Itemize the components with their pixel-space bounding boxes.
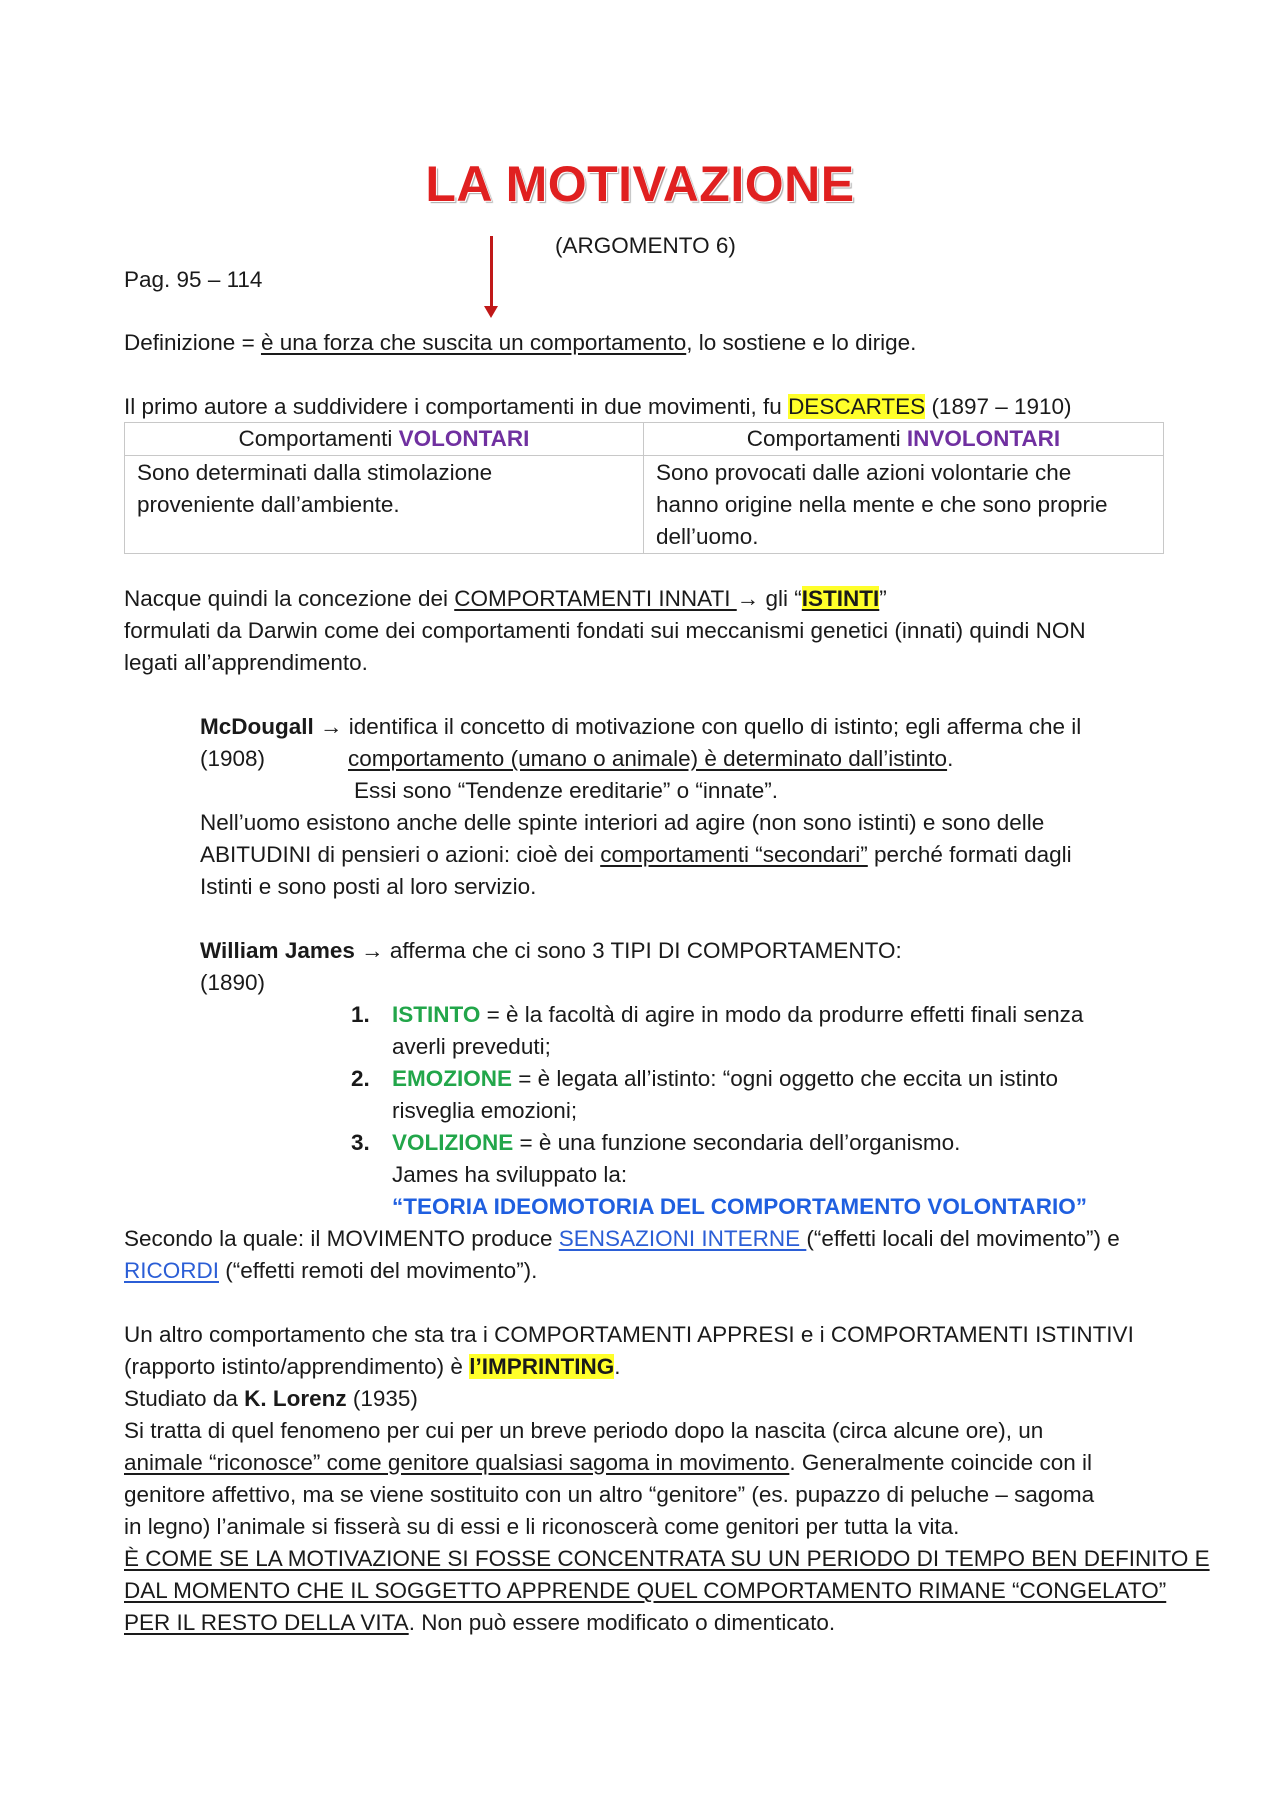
- list-number: 2.: [351, 1066, 370, 1091]
- behaviour-table: [124, 422, 1164, 554]
- theory-title: “TEORIA IDEOMOTORIA DEL COMPORTAMENTO VOLONTARIO”: [392, 1194, 1088, 1219]
- imprinting-line-6: genitore affettivo, ma se viene sostituito con un altro “genitore” (es. pupazzo di peluche – sagoma: [124, 1482, 1095, 1507]
- table-header-volontari: Comportamenti VOLONTARI: [125, 423, 644, 456]
- imprinting-line-10: PER IL RESTO DELLA VITA. Non può essere modificato o dimenticato.: [124, 1610, 836, 1635]
- innati-line-3: legati all’apprendimento.: [124, 650, 368, 675]
- imprinting-line-9: DAL MOMENTO CHE IL SOGGETTO APPRENDE QUEL COMPORTAMENTO RIMANE “CONGELATO”: [124, 1578, 1167, 1603]
- mcdougall-line-1: McDougall → identifica il concetto di motivazione con quello di istinto; egli afferma che il: [200, 714, 1082, 739]
- table-header-involontari: Comportamenti INVOLONTARI: [644, 423, 1164, 456]
- list-item-emozione: EMOZIONE = è legata all’istinto: “ogni oggetto che eccita un istinto: [392, 1066, 1058, 1091]
- topic-label: (ARGOMENTO 6): [555, 233, 736, 258]
- imprinting-line-3: Studiato da K. Lorenz (1935): [124, 1386, 418, 1411]
- imprinting-line-8: È COME SE LA MOTIVAZIONE SI FOSSE CONCENTRATA SU UN PERIODO DI TEMPO BEN DEFINITO E: [124, 1546, 1210, 1571]
- james-line-1: William James → afferma che ci sono 3 TIPI DI COMPORTAMENTO:: [200, 938, 902, 963]
- descartes-line: Il primo autore a suddividere i comportamenti in due movimenti, fu DESCARTES (1897 – 1910): [124, 394, 1072, 419]
- mcdougall-line-2: comportamento (umano o animale) è determinato dall’istinto.: [348, 746, 954, 771]
- descartes-highlight: DESCARTES: [788, 394, 926, 419]
- mcdougall-year: (1908): [200, 746, 266, 771]
- innati-line: Nacque quindi la concezione dei COMPORTAMENTI INNATI → gli “ISTINTI”: [124, 586, 887, 611]
- mcdougall-line-3: Essi sono “Tendenze ereditarie” o “innate”.: [354, 778, 778, 803]
- list-number: 3.: [351, 1130, 370, 1155]
- arrow-down-icon: [490, 236, 493, 312]
- definition: Definizione = è una forza che suscita un comportamento, lo sostiene e lo dirige.: [124, 330, 917, 355]
- list-item-istinto-cont: averli preveduti;: [392, 1034, 551, 1059]
- table-cell-volontari: Sono determinati dalla stimolazione proveniente dall’ambiente.: [125, 456, 644, 554]
- istinti-highlight: ISTINTI: [801, 586, 880, 611]
- list-item-volizione: VOLIZIONE = è una funzione secondaria dell’organismo.: [392, 1130, 961, 1155]
- arrow-head-icon: [484, 306, 498, 318]
- imprinting-line-5: animale “riconosce” come genitore qualsiasi sagoma in movimento. Generalmente coincide con il: [124, 1450, 1092, 1475]
- theory-explanation-2: RICORDI (“effetti remoti del movimento”).: [124, 1258, 538, 1283]
- mcdougall-line-4: Nell’uomo esistono anche delle spinte interiori ad agire (non sono istinti) e sono delle: [200, 810, 1045, 835]
- page-range: Pag. 95 – 114: [124, 267, 263, 292]
- imprinting-line-1: Un altro comportamento che sta tra i COMPORTAMENTI APPRESI e i COMPORTAMENTI ISTINTIVI: [124, 1322, 1134, 1347]
- james-developed: James ha sviluppato la:: [392, 1162, 628, 1187]
- list-item-emozione-cont: risveglia emozioni;: [392, 1098, 578, 1123]
- table-cell-involontari: Sono provocati dalle azioni volontarie che hanno origine nella mente e che sono proprie dell’uomo.: [644, 456, 1164, 554]
- james-year: (1890): [200, 970, 266, 995]
- imprinting-highlight: l’IMPRINTING: [469, 1354, 615, 1379]
- imprinting-line-4: Si tratta di quel fenomeno per cui per un breve periodo dopo la nascita (circa alcune ore), un: [124, 1418, 1044, 1443]
- page-title: LA MOTIVAZIONE: [425, 156, 855, 212]
- link-ricordi[interactable]: RICORDI: [124, 1258, 219, 1283]
- arrow-right-icon: →: [736, 586, 760, 611]
- link-sensazioni-interne[interactable]: SENSAZIONI INTERNE: [558, 1226, 807, 1251]
- list-number: 1.: [351, 1002, 370, 1027]
- mcdougall-line-5: ABITUDINI di pensieri o azioni: cioè dei comportamenti “secondari” perché formati dagli: [200, 842, 1072, 867]
- mcdougall-line-6: Istinti e sono posti al loro servizio.: [200, 874, 537, 899]
- imprinting-line-2: (rapporto istinto/apprendimento) è l’IMPRINTING.: [124, 1354, 621, 1379]
- imprinting-line-7: in legno) l’animale si fisserà su di essi e li riconoscerà come genitori per tutta la vita.: [124, 1514, 960, 1539]
- arrow-right-icon: →: [320, 714, 343, 739]
- theory-explanation: Secondo la quale: il MOVIMENTO produce SENSAZIONI INTERNE (“effetti locali del movimento”) e: [124, 1226, 1120, 1251]
- list-item-istinto: ISTINTO = è la facoltà di agire in modo da produrre effetti finali senza: [392, 1002, 1084, 1027]
- arrow-right-icon: →: [361, 938, 384, 963]
- innati-line-2: formulati da Darwin come dei comportamenti fondati sui meccanismi genetici (innati) quindi NON: [124, 618, 1086, 643]
